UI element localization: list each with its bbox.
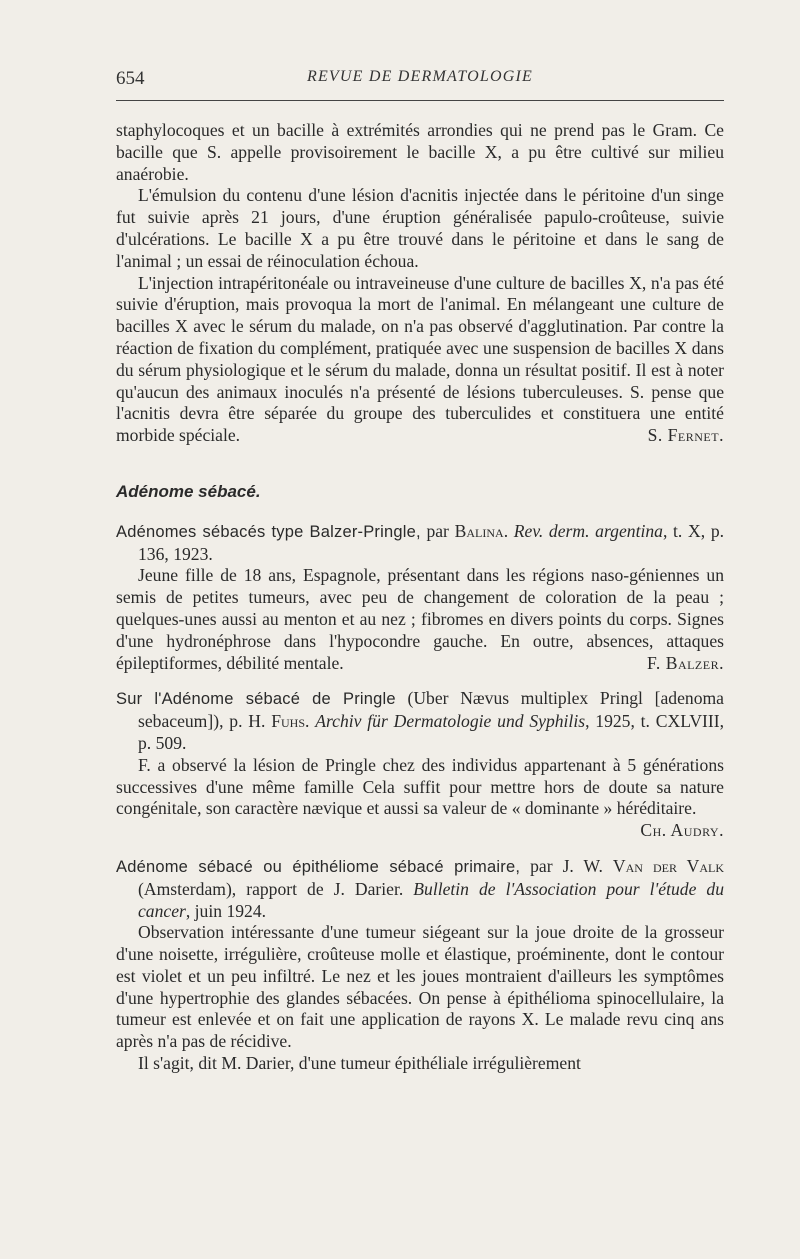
reference-journal: Bulletin de l'Association pour l'étude du cancer <box>138 878 724 921</box>
entry-body: Il s'agit, dit M. Darier, d'une tumeur épithéliale irrégulièrement <box>138 1053 581 1074</box>
signature: S. Fernet. <box>647 425 724 446</box>
abstract-entry <box>116 856 724 1075</box>
entry-body-text: Jeune fille de 18 ans, Espagnole, présentant dans les régions naso-géniennes un semis de petites tumeurs, avec peu de changement de coloration de la peau ; quelques-unes aussi au menton et au nez ; fibromes en divers points du corps. Signes d'une hydronéphrose dans l'hypocondre gauche. En outre, absences, attaques épileptiformes, débilité mentale. <box>116 565 724 673</box>
reference-text: , t. X, p. 136, 1923. <box>138 520 725 564</box>
header-rule <box>116 100 724 101</box>
reference-text: , 1925, t. CXLVIII, p. 509. <box>138 711 725 753</box>
paragraph-text: L'injection intrapéritonéale ou intraveineuse d'une culture de bacilles X, n'a pas été suivie d'éruption, mais provoqua la mort de l'animal. En mélangeant une culture de bacilles X avec le sérum du malade, on n'a pas observé d'agglutination. Par contre la réaction de fixation du complément, pratiquée avec une suspension de bacilles X dans du sérum physiologique et le sérum du malade, donna un résultat positif. Il est à noter qu'aucun des animaux inoculés n'a présenté de lésions tuberculeuses. S. pense que l'acnitis devra être séparée du groupe des tuberculides et constituera une entité morbide spéciale. <box>116 272 724 446</box>
reference-journal: Rev. derm. argentina <box>513 520 663 541</box>
page-header <box>116 68 724 94</box>
entry-heading <box>116 521 724 566</box>
reference-text: . <box>305 711 316 732</box>
entry-title: Adénomes sébacés type Balzer-Pringle, <box>116 522 421 541</box>
reference-text: par <box>420 520 455 541</box>
entry-body <box>116 565 724 674</box>
page-number: 654 <box>116 68 145 89</box>
reference-text: par J. W. <box>520 855 613 876</box>
abstract-entry <box>116 521 724 675</box>
reference-author: Fuhs <box>271 711 305 732</box>
entry-title: Sur l'Adénome sébacé de Pringle <box>116 690 396 709</box>
body-text <box>116 120 724 1075</box>
entry-body <box>116 755 724 842</box>
paragraph: L'émulsion du contenu d'une lésion d'acnitis injectée dans le péritoine d'un singe fut suivie après 21 jours, d'une éruption généralisée papulo-croûteuse, suivie d'ulcérations. Le bacille X a pu être trouvé dans le péritoine et dans le sang de l'animal ; un essai de réinoculation échoua. <box>116 185 724 271</box>
paragraph <box>116 273 724 447</box>
reference-author: Van der Valk <box>612 855 724 876</box>
entry-body: Observation intéressante d'une tumeur siégeant sur la joue droite de la grosseur d'une noisette, irrégulière, croûteuse molle et élastique, proéminente, dont le contour est violet et un peu infiltré. Le nez et les joues montraient d'ailleurs les symptômes d'une hypertrophie des glandes sébacées. On pense à épithélioma spinocellulaire, la tumeur est enlevée et on fait une application de rayons X. Le malade revu cinq ans après n'a pas de récidive. <box>116 922 724 1052</box>
signature: Ch. Audry. <box>640 820 724 841</box>
reference-author: Balina <box>454 520 504 541</box>
entry-heading <box>116 856 724 922</box>
reference-text: (Amsterdam), rapport de J. Darier. <box>138 878 414 899</box>
abstract-entry <box>116 688 724 842</box>
reference-text: . <box>503 520 514 541</box>
running-title: REVUE DE DERMATOLOGIE <box>306 68 534 85</box>
reference-text: (Uber Nævus multiplex Pringl [adenoma sebaceum]), p. H. <box>138 688 724 732</box>
entry-heading <box>116 688 724 754</box>
signature: F. Balzer. <box>647 652 724 673</box>
section-title: Adénome sébacé. <box>116 481 261 501</box>
paragraph: staphylocoques et un bacille à extrémités arrondies qui ne prend pas le Gram. Ce bacille que S. appelle provisoirement le bacille X, a pu être cultivé sur milieu anaérobie. <box>116 120 724 184</box>
reference-journal: Archiv für Dermatologie und Syphilis <box>315 711 586 732</box>
entry-title: Adénome sébacé ou épithéliome sébacé primaire, <box>116 857 521 876</box>
reference-text: , juin 1924. <box>185 900 267 921</box>
entry-body-text: F. a observé la lésion de Pringle chez des individus appartenant à 5 générations successives d'une même famille Cela suffit pour mettre hors de doute sa nature congénitale, son caractère nævique et aussi sa valeur de « dominante » héréditaire. <box>116 754 724 819</box>
